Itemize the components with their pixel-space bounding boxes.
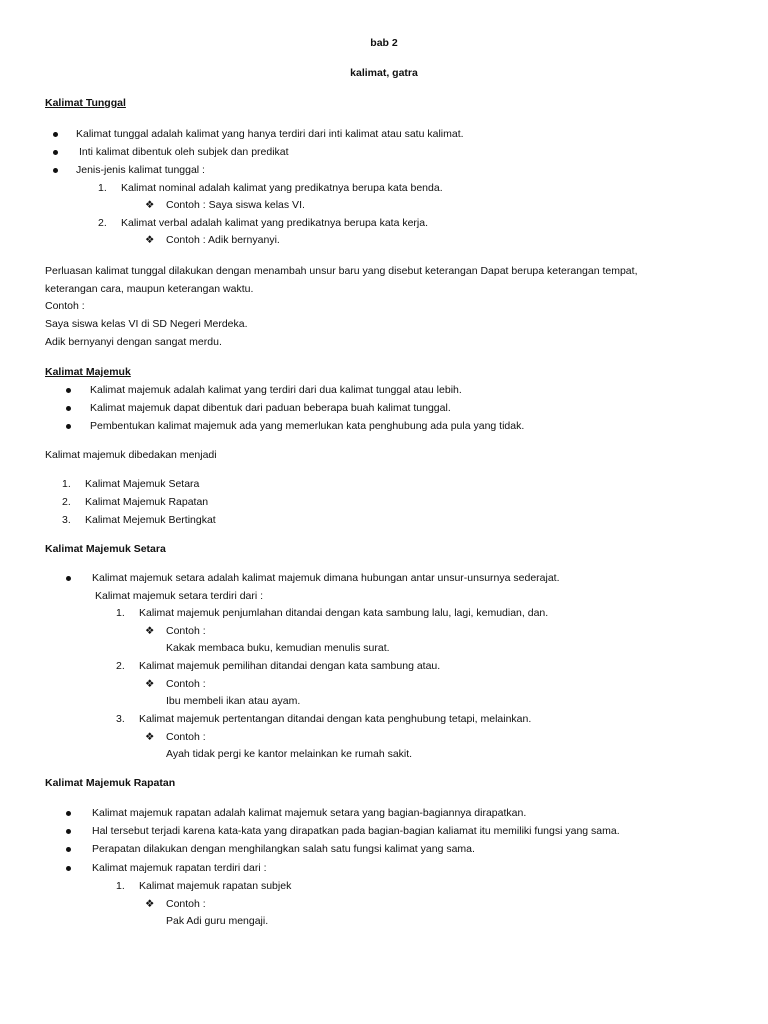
tunggal-paragraph-line-3: Contoh : [45, 300, 85, 312]
tunggal-type-1-example: Contoh : Saya siswa kelas VI. [166, 199, 305, 211]
setara-item-2-text: Kalimat majemuk pemilihan ditandai dengan kata sambung atau. [139, 660, 441, 672]
majemuk-list-1-text: Kalimat Majemuk Setara [85, 478, 200, 490]
bullet-icon [66, 824, 71, 838]
setara-item-1-contoh: Contoh : [166, 625, 206, 637]
bullet-icon [66, 419, 71, 433]
setara-item-3-num: 3. [116, 713, 125, 725]
tunggal-type-2-text: Kalimat verbal adalah kalimat yang predikatnya berupa kata kerja. [121, 217, 429, 229]
setara-subintro: Kalimat majemuk setara terdiri dari : [95, 590, 264, 602]
rapatan-bullet-1: Kalimat majemuk rapatan adalah kalimat majemuk setara yang bagian-bagiannya dirapatkan. [92, 807, 527, 819]
majemuk-list-1-num: 1. [62, 478, 71, 490]
section-heading-majemuk: Kalimat Majemuk [45, 366, 131, 378]
bullet-icon [53, 163, 58, 177]
diamond-bullet-icon: ❖ [145, 199, 155, 211]
setara-item-2-contoh: Contoh : [166, 678, 206, 690]
rapatan-item-1-contoh: Contoh : [166, 898, 206, 910]
rapatan-item-1-text: Kalimat majemuk rapatan subjek [139, 880, 292, 892]
chapter-subtitle: kalimat, gatra [350, 67, 418, 79]
bullet-icon [66, 861, 71, 875]
diamond-bullet-icon: ❖ [145, 678, 155, 690]
majemuk-list-2-num: 2. [62, 496, 71, 508]
bullet-icon [66, 401, 71, 415]
tunggal-bullet-1: Kalimat tunggal adalah kalimat yang hanya terdiri dari inti kalimat atau satu kalimat. [76, 128, 464, 140]
tunggal-paragraph-line-1: Perluasan kalimat tunggal dilakukan dengan menambah unsur baru yang disebut keterangan Dapat berupa keterangan tempat, [45, 265, 638, 277]
setara-item-3-contoh: Contoh : [166, 731, 206, 743]
rapatan-item-1-num: 1. [116, 880, 125, 892]
majemuk-intro: Kalimat majemuk dibedakan menjadi [45, 449, 217, 461]
diamond-bullet-icon: ❖ [145, 625, 155, 637]
bullet-icon [66, 383, 71, 397]
rapatan-item-1-example: Pak Adi guru mengaji. [166, 915, 269, 927]
majemuk-list-2-text: Kalimat Majemuk Rapatan [85, 496, 209, 508]
setara-item-3-text: Kalimat majemuk pertentangan ditandai dengan kata penghubung tetapi, melainkan. [139, 713, 532, 725]
majemuk-list-3-text: Kalimat Mejemuk Bertingkat [85, 514, 216, 526]
bullet-icon [66, 571, 71, 585]
setara-bullet: Kalimat majemuk setara adalah kalimat majemuk dimana hubungan antar unsur-unsurnya sederajat. [92, 572, 560, 584]
setara-item-1-example: Kakak membaca buku, kemudian menulis surat. [166, 642, 390, 654]
bullet-icon [66, 842, 71, 856]
tunggal-paragraph-line-5: Adik bernyanyi dengan sangat merdu. [45, 336, 222, 348]
setara-item-1-text: Kalimat majemuk penjumlahan ditandai dengan kata sambung lalu, lagi, kemudian, dan. [139, 607, 549, 619]
chapter-title: bab 2 [370, 37, 398, 49]
tunggal-type-1-text: Kalimat nominal adalah kalimat yang predikatnya berupa kata benda. [121, 182, 443, 194]
rapatan-bullet-3: Perapatan dilakukan dengan menghilangkan salah satu fungsi kalimat yang sama. [92, 843, 475, 855]
majemuk-bullet-2: Kalimat majemuk dapat dibentuk dari paduan beberapa buah kalimat tunggal. [90, 402, 451, 414]
diamond-bullet-icon: ❖ [145, 898, 155, 910]
tunggal-type-2-example: Contoh : Adik bernyanyi. [166, 234, 280, 246]
majemuk-bullet-1: Kalimat majemuk adalah kalimat yang terdiri dari dua kalimat tunggal atau lebih. [90, 384, 462, 396]
setara-item-1-num: 1. [116, 607, 125, 619]
bullet-icon [53, 127, 58, 141]
diamond-bullet-icon: ❖ [145, 234, 155, 246]
tunggal-bullet-2: Inti kalimat dibentuk oleh subjek dan predikat [79, 146, 289, 158]
majemuk-list-3-num: 3. [62, 514, 71, 526]
section-heading-tunggal: Kalimat Tunggal [45, 97, 126, 109]
tunggal-paragraph-line-2: keterangan cara, maupun keterangan waktu. [45, 283, 254, 295]
section-heading-setara: Kalimat Majemuk Setara [45, 543, 166, 555]
majemuk-bullet-3: Pembentukan kalimat majemuk ada yang memerlukan kata penghubung ada pula yang tidak. [90, 420, 525, 432]
diamond-bullet-icon: ❖ [145, 731, 155, 743]
tunggal-type-2-num: 2. [98, 217, 107, 229]
setara-item-2-num: 2. [116, 660, 125, 672]
rapatan-bullet-4: Kalimat majemuk rapatan terdiri dari : [92, 862, 267, 874]
section-heading-rapatan: Kalimat Majemuk Rapatan [45, 777, 176, 789]
bullet-icon [53, 145, 58, 159]
setara-item-3-example: Ayah tidak pergi ke kantor melainkan ke rumah sakit. [166, 748, 413, 760]
bullet-icon [66, 806, 71, 820]
tunggal-paragraph-line-4: Saya siswa kelas VI di SD Negeri Merdeka. [45, 318, 248, 330]
tunggal-type-1-num: 1. [98, 182, 107, 194]
tunggal-bullet-3: Jenis-jenis kalimat tunggal : [76, 164, 205, 176]
setara-item-2-example: Ibu membeli ikan atau ayam. [166, 695, 301, 707]
rapatan-bullet-2: Hal tersebut terjadi karena kata-kata yang dirapatkan pada bagian-bagian kaliamat itu memiliki fungsi yang sama. [92, 825, 620, 837]
